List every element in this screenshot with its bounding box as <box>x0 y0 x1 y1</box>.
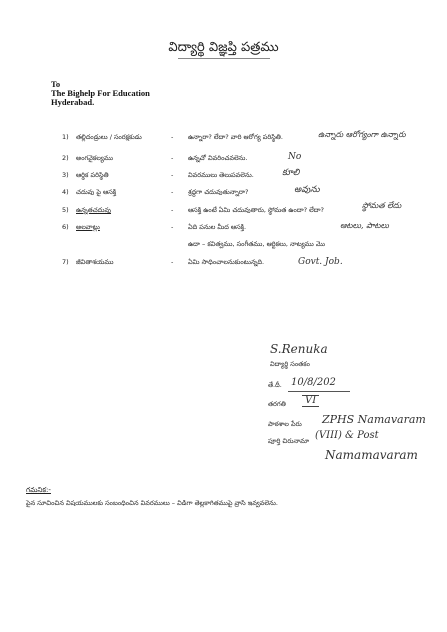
row-label: ఆర్థిక పరిస్థితి <box>76 171 109 179</box>
school-label: పాఠశాల పేరు <box>268 420 302 428</box>
date-handwritten: 10/8/202 <box>291 377 336 388</box>
form-row <box>0 223 447 237</box>
row-label: అలవాట్లు <box>76 223 100 231</box>
row-label: జీవితాశయము <box>76 258 114 266</box>
student-name-handwritten: S.Renuka <box>270 342 328 356</box>
row-label: చదువు పై ఆసక్తి <box>76 188 117 196</box>
row-label: తల్లిదండ్రులు / సంరక్షకుడు <box>76 133 142 141</box>
row-dash: - <box>171 171 174 179</box>
row-number: 2) <box>62 154 69 162</box>
form-row <box>0 258 447 272</box>
note-text: పైన సూచించిన విషయములకు సంబంధించిన వివరములు – విడిగా తెల్లకాగితముపై వ్రాసి ఇవ్వవలెను. <box>26 499 278 507</box>
row-number: 4) <box>62 188 69 196</box>
row-answer: Govt. Job. <box>298 257 343 267</box>
student-signature-label: విద్యార్థి సంతకం <box>270 360 310 368</box>
row-answer: No <box>288 152 302 162</box>
row-question: ఏమి సాధించాలనుకుంటున్నది. <box>188 258 265 266</box>
row-number: 5) <box>62 206 69 214</box>
address-handwritten-1: (VIII) & Post <box>315 430 379 441</box>
form-row <box>0 154 447 168</box>
row-question: శ్రద్ధగా చదువుతున్నారా? <box>188 188 249 196</box>
school-handwritten: ZPHS Namavaram <box>322 413 426 426</box>
form-row <box>0 240 447 254</box>
row-dash: - <box>171 188 174 196</box>
row-question: వివరములు తెలుపవలెను. <box>188 171 254 179</box>
address-city: Hyderabad. <box>51 97 95 107</box>
row-label: అంగవైకల్యము <box>76 154 114 162</box>
row-dash: - <box>171 154 174 162</box>
row-number: 6) <box>62 223 69 231</box>
row-dash: - <box>171 206 174 214</box>
form-row <box>0 185 447 202</box>
form-row <box>0 130 447 147</box>
row-answer: ఉన్నారు ఆరోగ్యంగా ఉన్నారు <box>318 130 406 139</box>
address-handwritten-2: Namamavaram <box>325 448 418 462</box>
row-dash: - <box>171 258 174 266</box>
title-underline <box>178 58 270 59</box>
row-number: 7) <box>62 258 69 266</box>
address-org: The Bighelp For Education <box>51 88 150 98</box>
row-question-example: ఉదా – కవిత్వము, సంగీతము, ఆర్టికలు, నాట్యము మొ <box>188 240 325 248</box>
row-number: 1) <box>62 133 69 141</box>
class-handwritten: VI <box>302 395 319 407</box>
note-heading: గమనిక:- <box>26 486 51 494</box>
row-question: ఉన్నారా? లేదా? వారి ఆరోగ్య పరిస్థితి. <box>188 133 283 141</box>
row-label: ఉన్నతచదువు <box>76 206 112 214</box>
date-label: తే.దీ. <box>268 381 282 389</box>
date-underline <box>288 391 350 392</box>
row-dash: - <box>171 223 174 231</box>
row-answer: స్థోమత లేదు <box>362 201 402 210</box>
address-to: To <box>51 79 61 89</box>
page-title: విద్యార్థి విజ్ఞప్తి పత్రము <box>168 40 279 55</box>
row-answer: ఆటలు, పాటలు <box>340 221 389 230</box>
form-row <box>0 201 447 220</box>
row-number: 3) <box>62 171 69 179</box>
class-label: తరగతి <box>268 400 286 408</box>
form-row <box>0 168 447 185</box>
row-question: ఆసక్తి ఉంటే ఏమి చదువుతారు, స్థోమత ఉందా? లేదా? <box>188 206 324 214</box>
row-answer: అవును <box>294 185 320 195</box>
row-question: ఉన్నచో వివరించవలెను. <box>188 154 248 162</box>
row-answer: కూలి <box>282 168 300 178</box>
row-dash: - <box>171 133 174 141</box>
row-question: ఏది పనుల మీద ఆసక్తి. <box>188 223 247 231</box>
address-label: పూర్తి చిరునామా <box>268 437 310 445</box>
